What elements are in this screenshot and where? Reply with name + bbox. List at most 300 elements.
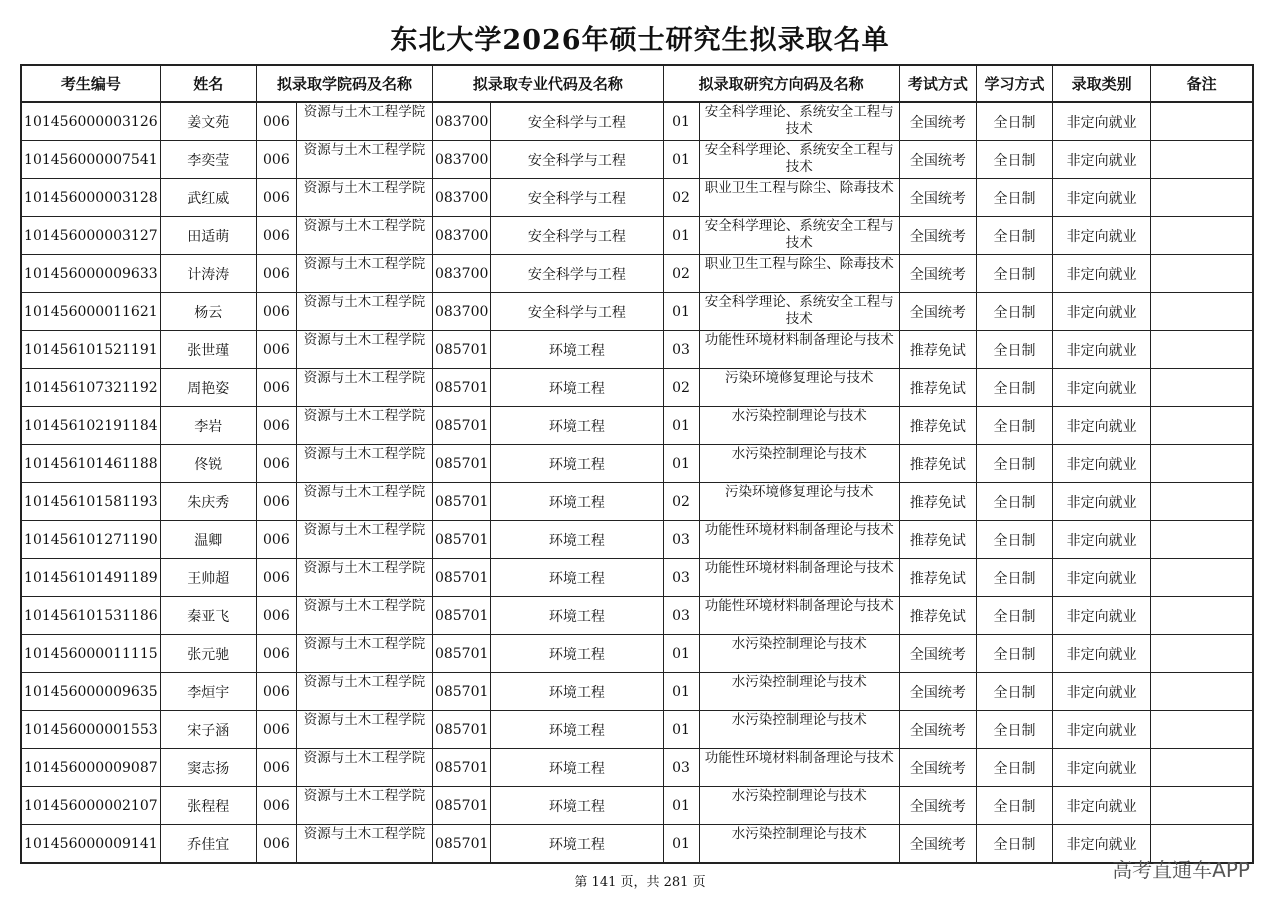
cell-exam-type: 全国统考	[899, 673, 976, 711]
cell-exam-type: 全国统考	[899, 293, 976, 331]
cell-major-code: 085701	[433, 521, 491, 559]
cell-college-text: 资源与土木工程学院	[303, 218, 426, 234]
cell-exam-id: 101456000007541	[21, 141, 160, 179]
cell-name: 张元驰	[160, 635, 256, 673]
cell-note	[1151, 293, 1253, 331]
cell-name: 佟锐	[160, 445, 256, 483]
cell-college-code: 006	[256, 179, 296, 217]
cell-exam-id: 101456000003128	[21, 179, 160, 217]
cell-college-code: 006	[256, 825, 296, 864]
cell-exam-id: 101456000002107	[21, 787, 160, 825]
table-row	[21, 141, 1253, 179]
cell-direction-text: 水污染控制理论与技术	[731, 712, 867, 728]
cell-study-mode: 全日制	[976, 825, 1052, 864]
cell-college-text: 资源与土木工程学院	[303, 256, 426, 272]
cell-note	[1151, 749, 1253, 787]
table-row	[21, 102, 1253, 141]
cell-college-text: 资源与土木工程学院	[303, 294, 426, 310]
cell-direction	[699, 521, 899, 559]
table-row	[21, 217, 1253, 255]
cell-study-mode: 全日制	[976, 255, 1052, 293]
cell-major: 安全科学与工程	[491, 293, 663, 331]
cell-note	[1151, 102, 1253, 141]
cell-exam-id: 101456000001553	[21, 711, 160, 749]
cell-college	[296, 293, 432, 331]
cell-study-mode: 全日制	[976, 635, 1052, 673]
cell-direction	[699, 407, 899, 445]
cell-college-text: 资源与土木工程学院	[303, 104, 426, 120]
cell-note	[1151, 711, 1253, 749]
cell-college-text: 资源与土木工程学院	[303, 750, 426, 766]
cell-exam-type: 全国统考	[899, 749, 976, 787]
cell-college-code: 006	[256, 673, 296, 711]
cell-college	[296, 559, 432, 597]
cell-exam-type: 推荐免试	[899, 597, 976, 635]
cell-direction-text: 水污染控制理论与技术	[731, 674, 867, 690]
cell-study-mode: 全日制	[976, 559, 1052, 597]
cell-college	[296, 255, 432, 293]
cell-direction-code: 02	[663, 369, 699, 407]
cell-name: 乔佳宜	[160, 825, 256, 864]
table-row	[21, 559, 1253, 597]
cell-major: 环境工程	[491, 369, 663, 407]
cell-direction-code: 03	[663, 559, 699, 597]
page-footer: 第 141 页，共 281 页	[574, 875, 706, 890]
table-row	[21, 597, 1253, 635]
cell-direction	[699, 179, 899, 217]
cell-direction-code: 02	[663, 179, 699, 217]
cell-major-code: 085701	[433, 673, 491, 711]
cell-category: 非定向就业	[1053, 331, 1151, 369]
table-row	[21, 331, 1253, 369]
header-exam-id: 考生编号	[21, 65, 160, 102]
cell-exam-id: 101456000009633	[21, 255, 160, 293]
cell-direction-code: 01	[663, 407, 699, 445]
cell-direction-text: 安全科学理论、系统安全工程与技术	[704, 218, 894, 251]
cell-name: 张程程	[160, 787, 256, 825]
cell-major: 安全科学与工程	[491, 102, 663, 141]
cell-college-code: 006	[256, 635, 296, 673]
cell-major-code: 085701	[433, 483, 491, 521]
cell-study-mode: 全日制	[976, 445, 1052, 483]
cell-name: 杨云	[160, 293, 256, 331]
cell-category: 非定向就业	[1053, 635, 1151, 673]
cell-note	[1151, 787, 1253, 825]
cell-category: 非定向就业	[1053, 787, 1151, 825]
cell-direction-text: 功能性环境材料制备理论与技术	[704, 522, 894, 538]
cell-direction-text: 污染环境修复理论与技术	[724, 370, 874, 386]
cell-category: 非定向就业	[1053, 369, 1151, 407]
cell-major: 环境工程	[491, 445, 663, 483]
cell-exam-type: 全国统考	[899, 102, 976, 141]
cell-exam-type: 推荐免试	[899, 483, 976, 521]
cell-note	[1151, 559, 1253, 597]
cell-direction-text: 安全科学理论、系统安全工程与技术	[704, 142, 894, 175]
table-row	[21, 521, 1253, 559]
cell-exam-type: 推荐免试	[899, 369, 976, 407]
cell-major: 环境工程	[491, 749, 663, 787]
cell-college-code: 006	[256, 331, 296, 369]
cell-exam-type: 推荐免试	[899, 407, 976, 445]
cell-college-text: 资源与土木工程学院	[303, 636, 426, 652]
cell-name: 张世瑾	[160, 331, 256, 369]
cell-college-text: 资源与土木工程学院	[303, 712, 426, 728]
cell-study-mode: 全日制	[976, 711, 1052, 749]
cell-exam-id: 101456107321192	[21, 369, 160, 407]
cell-direction-code: 02	[663, 255, 699, 293]
cell-major-code: 083700	[433, 293, 491, 331]
cell-exam-id: 101456102191184	[21, 407, 160, 445]
cell-college-text: 资源与土木工程学院	[303, 446, 426, 462]
cell-exam-type: 全国统考	[899, 217, 976, 255]
cell-major: 环境工程	[491, 787, 663, 825]
cell-direction-code: 03	[663, 749, 699, 787]
cell-exam-id: 101456000009635	[21, 673, 160, 711]
cell-college-text: 资源与土木工程学院	[303, 788, 426, 804]
cell-college	[296, 635, 432, 673]
cell-exam-type: 全国统考	[899, 787, 976, 825]
cell-exam-id: 101456101461188	[21, 445, 160, 483]
cell-direction-text: 水污染控制理论与技术	[731, 636, 867, 652]
table-row	[21, 179, 1253, 217]
cell-direction-code: 01	[663, 445, 699, 483]
table-row	[21, 445, 1253, 483]
cell-college	[296, 179, 432, 217]
cell-major: 环境工程	[491, 483, 663, 521]
cell-study-mode: 全日制	[976, 521, 1052, 559]
cell-major-code: 085701	[433, 787, 491, 825]
cell-study-mode: 全日制	[976, 141, 1052, 179]
cell-college	[296, 407, 432, 445]
cell-category: 非定向就业	[1053, 597, 1151, 635]
header-study-mode: 学习方式	[976, 65, 1052, 102]
table-body	[21, 102, 1253, 863]
cell-category: 非定向就业	[1053, 293, 1151, 331]
cell-exam-id: 101456000011621	[21, 293, 160, 331]
cell-exam-id: 101456101581193	[21, 483, 160, 521]
header-note: 备注	[1151, 65, 1253, 102]
table-row	[21, 369, 1253, 407]
cell-major: 环境工程	[491, 635, 663, 673]
cell-direction	[699, 483, 899, 521]
cell-major: 环境工程	[491, 331, 663, 369]
cell-direction-code: 03	[663, 521, 699, 559]
cell-direction-text: 安全科学理论、系统安全工程与技术	[704, 104, 894, 137]
cell-college-code: 006	[256, 293, 296, 331]
cell-direction-text: 污染环境修复理论与技术	[724, 484, 874, 500]
cell-direction-code: 03	[663, 597, 699, 635]
cell-exam-id: 101456000003126	[21, 102, 160, 141]
cell-direction-code: 01	[663, 217, 699, 255]
cell-name: 秦亚飞	[160, 597, 256, 635]
cell-study-mode: 全日制	[976, 749, 1052, 787]
cell-name: 王帅超	[160, 559, 256, 597]
cell-category: 非定向就业	[1053, 825, 1151, 864]
cell-direction	[699, 749, 899, 787]
cell-study-mode: 全日制	[976, 102, 1052, 141]
cell-category: 非定向就业	[1053, 559, 1151, 597]
cell-note	[1151, 141, 1253, 179]
cell-major-code: 085701	[433, 711, 491, 749]
cell-exam-type: 全国统考	[899, 635, 976, 673]
cell-direction-text: 功能性环境材料制备理论与技术	[704, 560, 894, 576]
cell-category: 非定向就业	[1053, 407, 1151, 445]
cell-direction-code: 01	[663, 787, 699, 825]
table-row	[21, 749, 1253, 787]
cell-note	[1151, 635, 1253, 673]
cell-name: 计涛涛	[160, 255, 256, 293]
cell-college-text: 资源与土木工程学院	[303, 408, 426, 424]
cell-direction-code: 01	[663, 673, 699, 711]
cell-college-code: 006	[256, 787, 296, 825]
cell-college	[296, 331, 432, 369]
table-row	[21, 255, 1253, 293]
cell-college	[296, 141, 432, 179]
cell-college-text: 资源与土木工程学院	[303, 332, 426, 348]
cell-direction	[699, 825, 899, 864]
cell-direction	[699, 673, 899, 711]
cell-college-text: 资源与土木工程学院	[303, 142, 426, 158]
cell-category: 非定向就业	[1053, 255, 1151, 293]
cell-college-code: 006	[256, 141, 296, 179]
cell-name: 温卿	[160, 521, 256, 559]
cell-note	[1151, 255, 1253, 293]
cell-note	[1151, 407, 1253, 445]
table-row	[21, 673, 1253, 711]
cell-college	[296, 825, 432, 864]
cell-direction	[699, 635, 899, 673]
cell-direction	[699, 217, 899, 255]
cell-major: 环境工程	[491, 521, 663, 559]
cell-direction-code: 01	[663, 141, 699, 179]
cell-exam-id: 101456101521191	[21, 331, 160, 369]
cell-exam-type: 推荐免试	[899, 445, 976, 483]
cell-exam-id: 101456101271190	[21, 521, 160, 559]
cell-study-mode: 全日制	[976, 407, 1052, 445]
cell-college-code: 006	[256, 217, 296, 255]
cell-major-code: 085701	[433, 749, 491, 787]
cell-college	[296, 711, 432, 749]
cell-college-text: 资源与土木工程学院	[303, 180, 426, 196]
cell-category: 非定向就业	[1053, 673, 1151, 711]
cell-major: 环境工程	[491, 711, 663, 749]
cell-direction-code: 01	[663, 102, 699, 141]
table-row	[21, 635, 1253, 673]
cell-college-text: 资源与土木工程学院	[303, 826, 426, 842]
cell-exam-type: 全国统考	[899, 179, 976, 217]
cell-major: 环境工程	[491, 597, 663, 635]
cell-major-code: 085701	[433, 331, 491, 369]
header-category: 录取类别	[1053, 65, 1151, 102]
cell-exam-id: 101456000009087	[21, 749, 160, 787]
table-header	[21, 65, 1253, 102]
cell-exam-type: 推荐免试	[899, 331, 976, 369]
cell-major-code: 085701	[433, 559, 491, 597]
page-title: 东北大学2026年硕士研究生拟录取名单	[390, 25, 890, 56]
cell-major-code: 083700	[433, 102, 491, 141]
cell-direction-code: 01	[663, 293, 699, 331]
cell-direction-text: 职业卫生工程与除尘、除毒技术	[704, 180, 894, 196]
cell-college-code: 006	[256, 102, 296, 141]
cell-direction-code: 02	[663, 483, 699, 521]
cell-direction	[699, 369, 899, 407]
cell-direction	[699, 787, 899, 825]
cell-college-text: 资源与土木工程学院	[303, 674, 426, 690]
cell-college-code: 006	[256, 597, 296, 635]
cell-note	[1151, 217, 1253, 255]
cell-exam-type: 推荐免试	[899, 559, 976, 597]
cell-college-code: 006	[256, 559, 296, 597]
table-row	[21, 825, 1253, 864]
cell-college-code: 006	[256, 521, 296, 559]
table-row	[21, 483, 1253, 521]
cell-direction-text: 功能性环境材料制备理论与技术	[704, 598, 894, 614]
cell-study-mode: 全日制	[976, 483, 1052, 521]
header-name: 姓名	[160, 65, 256, 102]
cell-direction	[699, 445, 899, 483]
cell-college	[296, 102, 432, 141]
cell-category: 非定向就业	[1053, 141, 1151, 179]
cell-name: 周艳姿	[160, 369, 256, 407]
cell-note	[1151, 521, 1253, 559]
cell-name: 李奕莹	[160, 141, 256, 179]
cell-exam-type: 全国统考	[899, 711, 976, 749]
cell-study-mode: 全日制	[976, 179, 1052, 217]
cell-college	[296, 483, 432, 521]
cell-category: 非定向就业	[1053, 102, 1151, 141]
cell-study-mode: 全日制	[976, 293, 1052, 331]
cell-college-text: 资源与土木工程学院	[303, 370, 426, 386]
cell-study-mode: 全日制	[976, 787, 1052, 825]
cell-college	[296, 445, 432, 483]
cell-major-code: 083700	[433, 179, 491, 217]
cell-category: 非定向就业	[1053, 521, 1151, 559]
cell-direction	[699, 331, 899, 369]
cell-major-code: 083700	[433, 141, 491, 179]
cell-direction	[699, 559, 899, 597]
cell-major-code: 085701	[433, 597, 491, 635]
cell-category: 非定向就业	[1053, 711, 1151, 749]
cell-college-code: 006	[256, 483, 296, 521]
cell-note	[1151, 369, 1253, 407]
cell-category: 非定向就业	[1053, 445, 1151, 483]
cell-college	[296, 787, 432, 825]
header-direction: 拟录取研究方向码及名称	[663, 65, 899, 102]
cell-college	[296, 597, 432, 635]
cell-exam-type: 推荐免试	[899, 521, 976, 559]
cell-direction-text: 功能性环境材料制备理论与技术	[704, 750, 894, 766]
cell-major: 环境工程	[491, 559, 663, 597]
cell-direction-text: 功能性环境材料制备理论与技术	[704, 332, 894, 348]
cell-major-code: 085701	[433, 369, 491, 407]
header-major: 拟录取专业代码及名称	[433, 65, 663, 102]
cell-college	[296, 673, 432, 711]
cell-name: 宋子涵	[160, 711, 256, 749]
cell-college-text: 资源与土木工程学院	[303, 560, 426, 576]
cell-note	[1151, 179, 1253, 217]
cell-major-code: 085701	[433, 825, 491, 864]
watermark: 高考直通车APP	[1112, 858, 1250, 882]
cell-exam-type: 全国统考	[899, 825, 976, 864]
cell-name: 朱庆秀	[160, 483, 256, 521]
cell-college-code: 006	[256, 749, 296, 787]
cell-direction-text: 水污染控制理论与技术	[731, 408, 867, 424]
cell-college-text: 资源与土木工程学院	[303, 598, 426, 614]
cell-name: 武红威	[160, 179, 256, 217]
cell-name: 李烜宇	[160, 673, 256, 711]
header-exam-type: 考试方式	[899, 65, 976, 102]
cell-note	[1151, 483, 1253, 521]
cell-study-mode: 全日制	[976, 597, 1052, 635]
cell-study-mode: 全日制	[976, 217, 1052, 255]
cell-direction-code: 01	[663, 635, 699, 673]
cell-direction	[699, 141, 899, 179]
cell-study-mode: 全日制	[976, 673, 1052, 711]
cell-name: 姜文苑	[160, 102, 256, 141]
cell-note	[1151, 673, 1253, 711]
cell-exam-id: 101456101491189	[21, 559, 160, 597]
cell-category: 非定向就业	[1053, 483, 1151, 521]
cell-college-code: 006	[256, 711, 296, 749]
cell-direction-text: 水污染控制理论与技术	[731, 826, 867, 842]
cell-major: 环境工程	[491, 673, 663, 711]
cell-direction	[699, 293, 899, 331]
table-row	[21, 787, 1253, 825]
cell-note	[1151, 445, 1253, 483]
cell-name: 李岩	[160, 407, 256, 445]
cell-college-code: 006	[256, 445, 296, 483]
cell-major: 安全科学与工程	[491, 255, 663, 293]
cell-exam-id: 101456000009141	[21, 825, 160, 864]
cell-college-code: 006	[256, 369, 296, 407]
cell-exam-type: 全国统考	[899, 141, 976, 179]
cell-major-code: 085701	[433, 445, 491, 483]
cell-major: 安全科学与工程	[491, 141, 663, 179]
admission-table	[20, 64, 1254, 864]
cell-direction-text: 水污染控制理论与技术	[731, 446, 867, 462]
cell-direction	[699, 711, 899, 749]
cell-note	[1151, 331, 1253, 369]
cell-direction-text: 安全科学理论、系统安全工程与技术	[704, 294, 894, 327]
cell-direction-text: 职业卫生工程与除尘、除毒技术	[704, 256, 894, 272]
cell-direction	[699, 597, 899, 635]
cell-exam-id: 101456000003127	[21, 217, 160, 255]
table-row	[21, 407, 1253, 445]
cell-direction-code: 03	[663, 331, 699, 369]
cell-study-mode: 全日制	[976, 331, 1052, 369]
cell-exam-type: 全国统考	[899, 255, 976, 293]
cell-college	[296, 521, 432, 559]
cell-major-code: 083700	[433, 255, 491, 293]
cell-major: 环境工程	[491, 825, 663, 864]
cell-college	[296, 217, 432, 255]
cell-study-mode: 全日制	[976, 369, 1052, 407]
cell-major-code: 085701	[433, 635, 491, 673]
cell-direction	[699, 102, 899, 141]
cell-direction-text: 水污染控制理论与技术	[731, 788, 867, 804]
cell-category: 非定向就业	[1053, 749, 1151, 787]
cell-name: 田适萌	[160, 217, 256, 255]
cell-category: 非定向就业	[1053, 179, 1151, 217]
cell-direction	[699, 255, 899, 293]
cell-direction-code: 01	[663, 825, 699, 864]
table-row	[21, 293, 1253, 331]
header-college: 拟录取学院码及名称	[256, 65, 432, 102]
cell-exam-id: 101456000011115	[21, 635, 160, 673]
cell-direction-code: 01	[663, 711, 699, 749]
cell-college	[296, 749, 432, 787]
cell-exam-id: 101456101531186	[21, 597, 160, 635]
